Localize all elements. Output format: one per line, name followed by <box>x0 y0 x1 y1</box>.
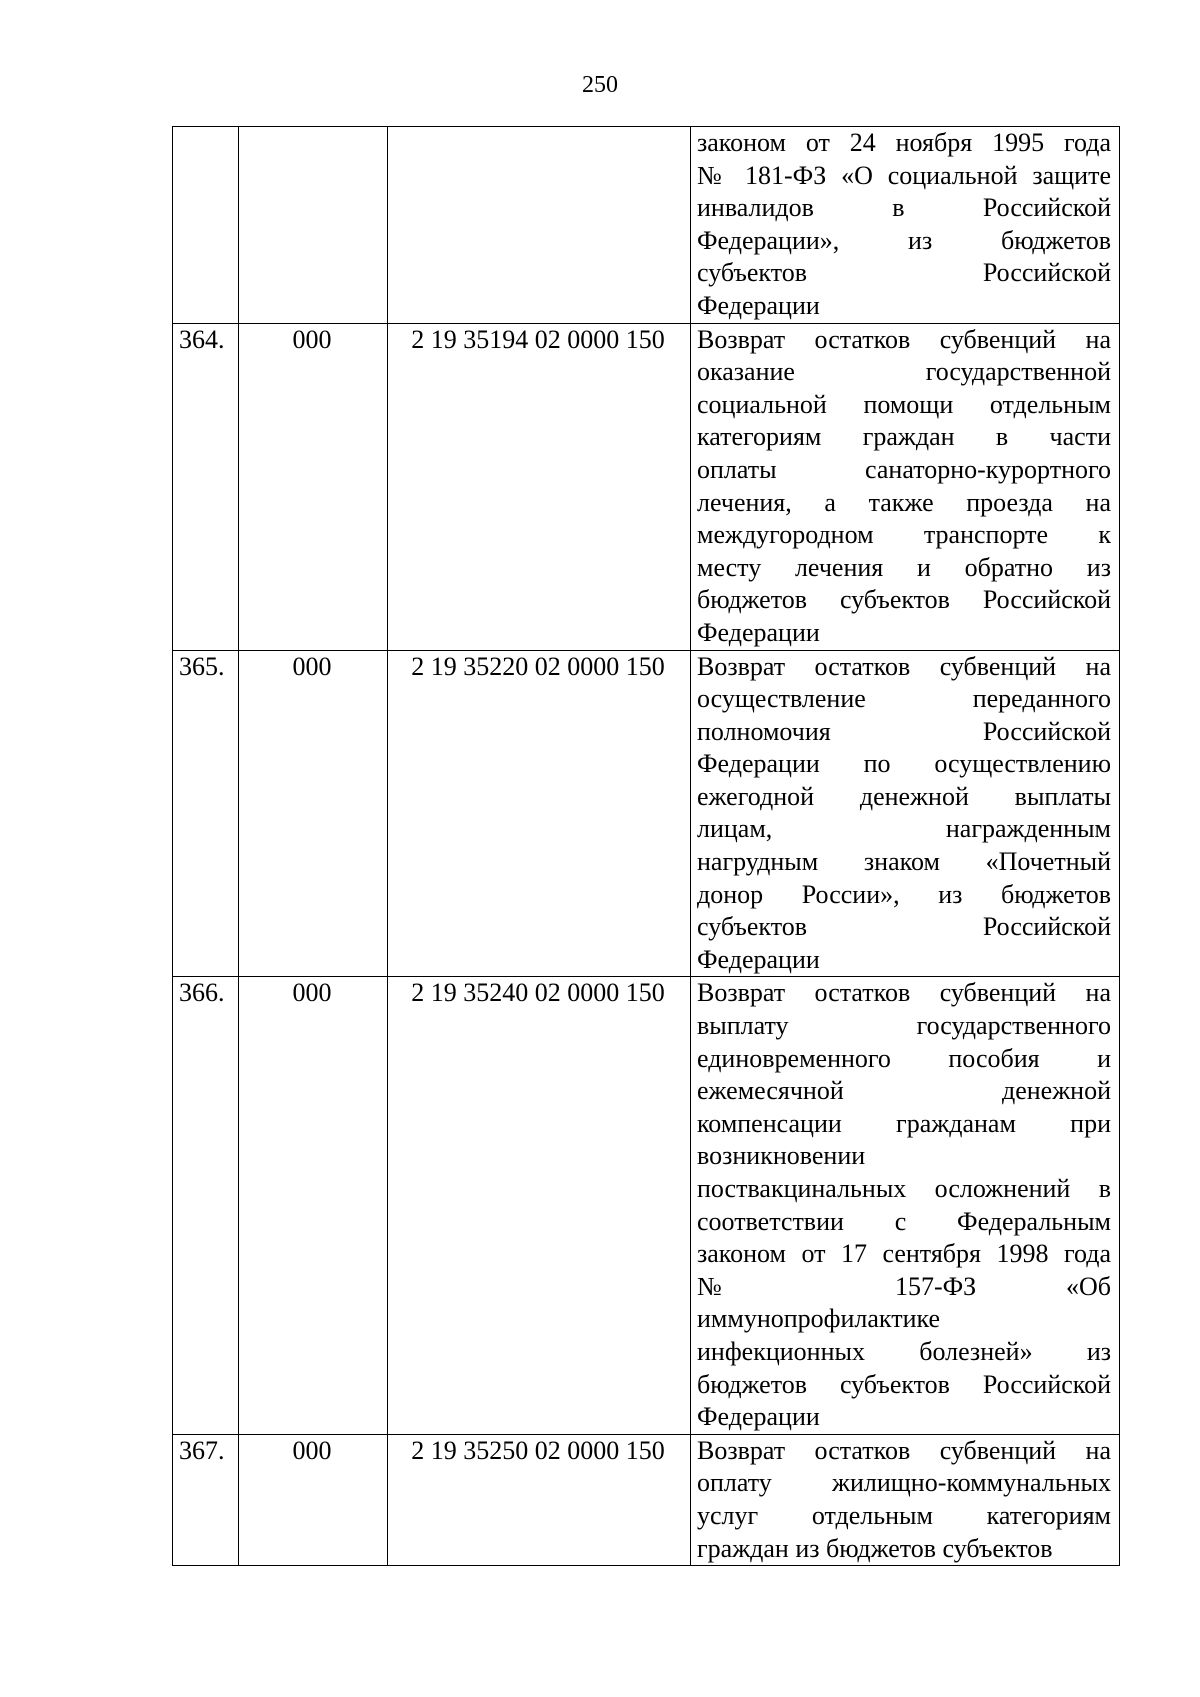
row-number <box>173 127 239 324</box>
budget-codes-table <box>172 126 1120 1566</box>
admin-code: 000 <box>239 323 388 650</box>
income-name-line: донор России», из бюджетов <box>697 879 1111 909</box>
income-name-line: законом от 17 сентября 1998 года <box>697 1239 1111 1269</box>
row-number: 367. <box>173 1434 239 1565</box>
kbk-code: 2 19 35250 02 0000 150 <box>388 1434 691 1565</box>
row-number: 365. <box>173 650 239 977</box>
income-name <box>691 977 1120 1434</box>
table-row <box>173 1434 1120 1565</box>
admin-code: 000 <box>239 650 388 977</box>
income-name-line: граждан из бюджетов субъектов <box>697 1533 1053 1563</box>
income-name-line: Федерации по осуществлению <box>697 749 1111 779</box>
income-name-line: единовременного пособия и <box>697 1043 1111 1073</box>
income-name-line: Возврат остатков субвенций на <box>697 651 1111 681</box>
income-name-line: оплату жилищно-коммунальных <box>697 1468 1111 1498</box>
income-name-line: социальной помощи отдельным <box>697 389 1111 419</box>
admin-code: 000 <box>239 977 388 1434</box>
income-name-line: субъектов Российской <box>697 258 1111 288</box>
income-name <box>691 127 1120 324</box>
income-name-line: поствакцинальных осложнений в <box>697 1174 1111 1203</box>
table-body <box>173 127 1120 1566</box>
income-name-line: междугородном транспорте к <box>697 520 1111 550</box>
income-name-line: месту лечения и обратно из <box>697 552 1111 582</box>
admin-code <box>239 127 388 324</box>
income-name-line: лицам, награжденным <box>697 814 1111 844</box>
kbk-code: 2 19 35220 02 0000 150 <box>388 650 691 977</box>
income-name-line: бюджетов субъектов Российской <box>697 585 1111 615</box>
income-name-line: оплаты санаторно-курортного <box>697 454 1111 484</box>
income-name-line: возникновении <box>697 1141 866 1171</box>
table-row <box>173 323 1120 650</box>
income-name-line: компенсации гражданам при <box>697 1108 1111 1138</box>
row-number: 364. <box>173 323 239 650</box>
income-name-line: Федерации», из бюджетов <box>697 225 1111 255</box>
income-name-line: Федерации <box>697 617 820 647</box>
income-name <box>691 650 1120 977</box>
income-name-line: ежегодной денежной выплаты <box>697 781 1111 811</box>
income-name-line: Федерации <box>697 290 820 320</box>
income-name-line: лечения, а также проезда на <box>697 487 1111 517</box>
income-name-line: Возврат остатков субвенций на <box>697 1435 1111 1465</box>
income-name-line: оказание государственной <box>697 357 1111 387</box>
row-number: 366. <box>173 977 239 1434</box>
kbk-code: 2 19 35194 02 0000 150 <box>388 323 691 650</box>
income-name-line: выплату государственного <box>697 1011 1111 1041</box>
income-name <box>691 323 1120 650</box>
income-name-line: инвалидов в Российской <box>697 193 1111 223</box>
income-name-line: № 157-ФЗ «Об <box>697 1271 1111 1301</box>
table-row <box>173 127 1120 324</box>
income-name-line: нагрудным знаком «Почетный <box>697 847 1111 877</box>
income-name-line: Федерации <box>697 944 820 974</box>
kbk-code <box>388 127 691 324</box>
income-name-line: категориям граждан в части <box>697 422 1111 452</box>
page-number: 250 <box>582 72 618 98</box>
income-name-line: Возврат остатков субвенций на <box>697 978 1111 1008</box>
income-name <box>691 1434 1120 1565</box>
admin-code: 000 <box>239 1434 388 1565</box>
income-name-line: № 181-ФЗ «О социальной защите <box>697 160 1111 190</box>
income-name-line: услуг отдельным категориям <box>697 1500 1111 1530</box>
income-name-line: бюджетов субъектов Российской <box>697 1369 1111 1399</box>
income-name-line: Возврат остатков субвенций на <box>697 324 1111 354</box>
income-name-line: соответствии с Федеральным <box>697 1206 1111 1236</box>
income-name-line: Федерации <box>697 1402 820 1432</box>
income-name-line: субъектов Российской <box>697 912 1111 942</box>
income-name-line: осуществление переданного <box>697 684 1111 714</box>
income-name-line: полномочия Российской <box>697 716 1111 746</box>
table-row <box>173 650 1120 977</box>
table-row <box>173 977 1120 1434</box>
income-name-line: инфекционных болезней» из <box>697 1336 1111 1366</box>
income-name-line: законом от 24 ноября 1995 года <box>697 128 1111 157</box>
income-name-line: ежемесячной денежной <box>697 1076 1111 1106</box>
income-name-line: иммунопрофилактике <box>697 1304 941 1334</box>
kbk-code: 2 19 35240 02 0000 150 <box>388 977 691 1434</box>
